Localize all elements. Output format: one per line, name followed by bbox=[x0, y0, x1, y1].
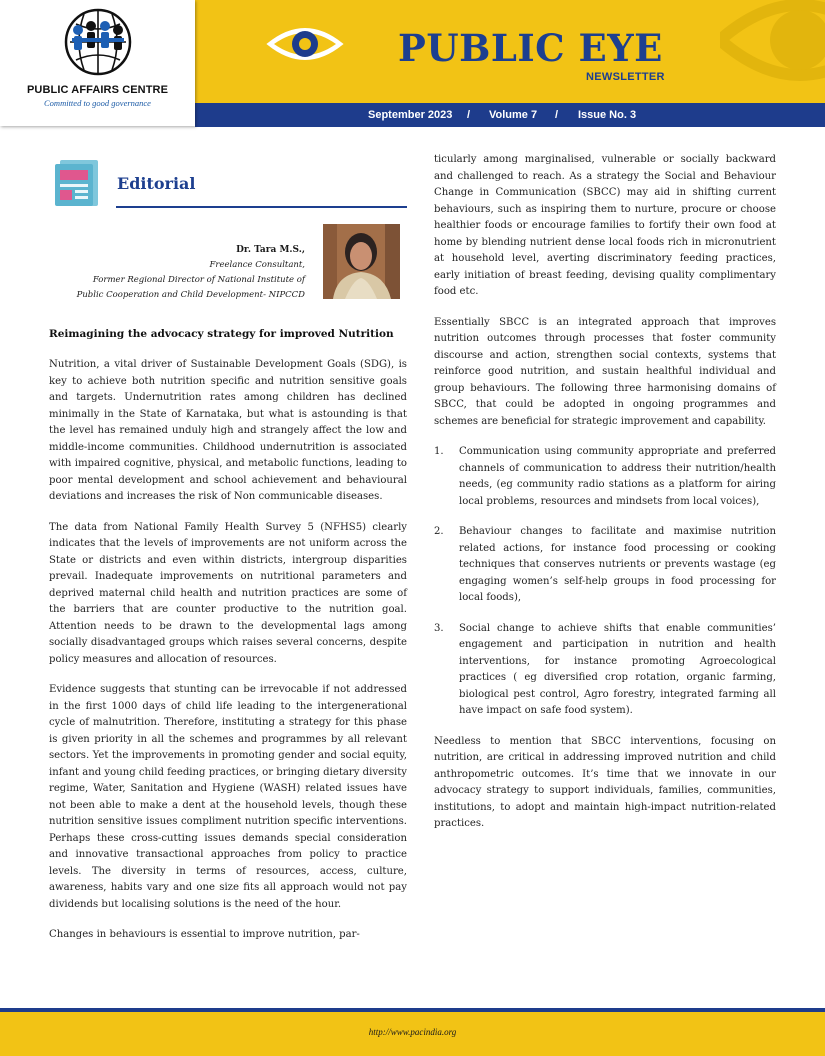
newsletter-title: PUBLIC EYE bbox=[398, 26, 663, 70]
issue-separator: / bbox=[467, 109, 471, 121]
article-paragraph: Evidence suggests that stunting can be irrevocable if not addressed in the first 1000 days of child life leading to the intergenerational cycle of malnutrition. Therefore, instituting a strategy for this phase is given priority in all the schemes and programmes by all relevant sectors. Yet the improvements in promoting gender and social equity, infant and young child feeding practices, or bringing dietary diversity regime, Water, Sanitation and Hygiene (WASH) related issues have not been able to make a dent at the household levels, though these nutrition sensitive issues compliment nutrition specific interventions. Perhaps these cross-cutting issues demands special consideration and innovative transactional approaches from policy to practice levels. The diversity in terms of resources, access, culture, awareness, habits vary and one size fits all approach would not pay dividends but localising solutions is the need of the hour. bbox=[49, 684, 407, 910]
list-item: 2. Behaviour changes to facilitate and maximise nutrition related actions, for instance food processing or cooking techniques that conserves nutrients or prevents wastage (eg engaging women’s self-help groups in food processing for local foods), bbox=[434, 526, 776, 603]
article-paragraph: Changes in behaviours is essential to improve nutrition, par- bbox=[49, 929, 360, 940]
org-logo[interactable] bbox=[0, 0, 195, 126]
author-role: Former Regional Director of National Institute of bbox=[92, 275, 305, 285]
article-paragraph: Needless to mention that SBCC interventions, focusing on nutrition, are critical in addressing improved nutrition and child anthropometric outcomes. It’s time that we innovate in our advocacy strategy to support individuals, families, communities, institutions, to adopt and maintain high-impact nutrition-related practices. bbox=[434, 735, 776, 829]
article-column-right bbox=[434, 152, 776, 847]
eye-watermark-icon bbox=[720, 0, 825, 100]
issue-bar bbox=[195, 103, 825, 127]
list-item: 1. Communication using community appropriate and preferred channels of communication to address their nutrition/health needs, (eg community radio stations as a platform for airing local problems, resources and mindsets from local voices), bbox=[434, 446, 776, 507]
author-block bbox=[77, 243, 305, 303]
newspaper-icon bbox=[54, 158, 100, 208]
article-paragraph: ticularly among marginalised, vulnerable or socially backward and challenged to reach. As a strategy the Social and Behaviour Change in Communication (SBCC) may aid in shifting current behaviours, such as inspiring them to nurture, procure or choose healthier foods or encourage families to fortify their own food at home by blending nutrient dense local foods rich in micronutrient at household level, averting discriminatory feeding practices, early initiation of breast feeding, devising quality complimentary food etc. bbox=[434, 154, 776, 297]
article-paragraph: Essentially SBCC is an integrated approach that improves nutrition outcomes through processes that foster community discourse and action, strengthen social contexts, systems that reinforce good nutrition, and sustain healthful individual and group behaviours. The following three harmonising domains of SBCC, that could be adopted in ongoing programmes and schemes are beneficial for strategic improvement and capability. bbox=[434, 316, 776, 427]
author-role: Public Cooperation and Child Development- NIPCCD bbox=[76, 290, 305, 300]
article-title: Reimagining the advocacy strategy for improved Nutrition bbox=[49, 328, 394, 340]
heading-rule bbox=[116, 206, 407, 208]
author-photo bbox=[323, 224, 400, 299]
globe-people-icon bbox=[64, 8, 132, 76]
author-portrait-icon bbox=[323, 224, 400, 299]
article-paragraph: Nutrition, a vital driver of Sustainable Development Goals (SDG), is key to achieve both nutrition specific and nutrition sensitive goals and targets. Undernutrition rates among children has declined minimally in the State of Karnataka, but what is astounding is that the level has remained unduly high and strangely affect the low and middle-income communities. Childhood undernutrition is associated with impaired cognitive, physical, and metabolic functions, leading to poor mental development and school achievement and behavioural deviations and increases the risk of Non communicable diseases. bbox=[49, 359, 407, 502]
list-item: 3. Social change to achieve shifts that enable communities’ engagement and participation in nutrition and health interventions, for instance promoting Agroecological practices ( eg diversified crop rotation, organic farming, biological pest control, Agro forestry, integrated farming all have impact on safe food system). bbox=[434, 622, 776, 716]
org-name: PUBLIC AFFAIRS CENTRE bbox=[26, 84, 169, 96]
sbcc-domain-list bbox=[434, 444, 776, 720]
article-paragraph: The data from National Family Health Survey 5 (NFHS5) clearly indicates that the levels of improvements are not uniform across the State or districts and even within districts, intergroup disparities prevail. Inadequate improvements on nutritional parameters and deprived maternal child health and nutrition practices are some of the barriers that are counter productive to the nutrition goal. Attention needs to be drawn to the developmental lags among socially disadvantaged groups which raises several concerns, despite policy measures and allocation of resources. bbox=[49, 521, 407, 665]
section-heading: Editorial bbox=[117, 174, 196, 193]
eye-icon bbox=[266, 22, 344, 66]
author-name: Dr. Tara M.S., bbox=[236, 245, 305, 255]
issue-volume: Volume 7 bbox=[489, 109, 538, 121]
issue-number: Issue No. 3 bbox=[578, 109, 637, 121]
footer-url-link[interactable]: http://www.pacindia.org bbox=[368, 1027, 457, 1037]
author-role: Freelance Consultant, bbox=[209, 260, 305, 270]
issue-date: September 2023 bbox=[368, 109, 453, 121]
newsletter-subtitle: NEWSLETTER bbox=[586, 71, 665, 83]
article-column-left bbox=[49, 357, 407, 958]
org-tagline: Committed to good governance bbox=[44, 98, 151, 108]
issue-separator: / bbox=[555, 109, 559, 121]
